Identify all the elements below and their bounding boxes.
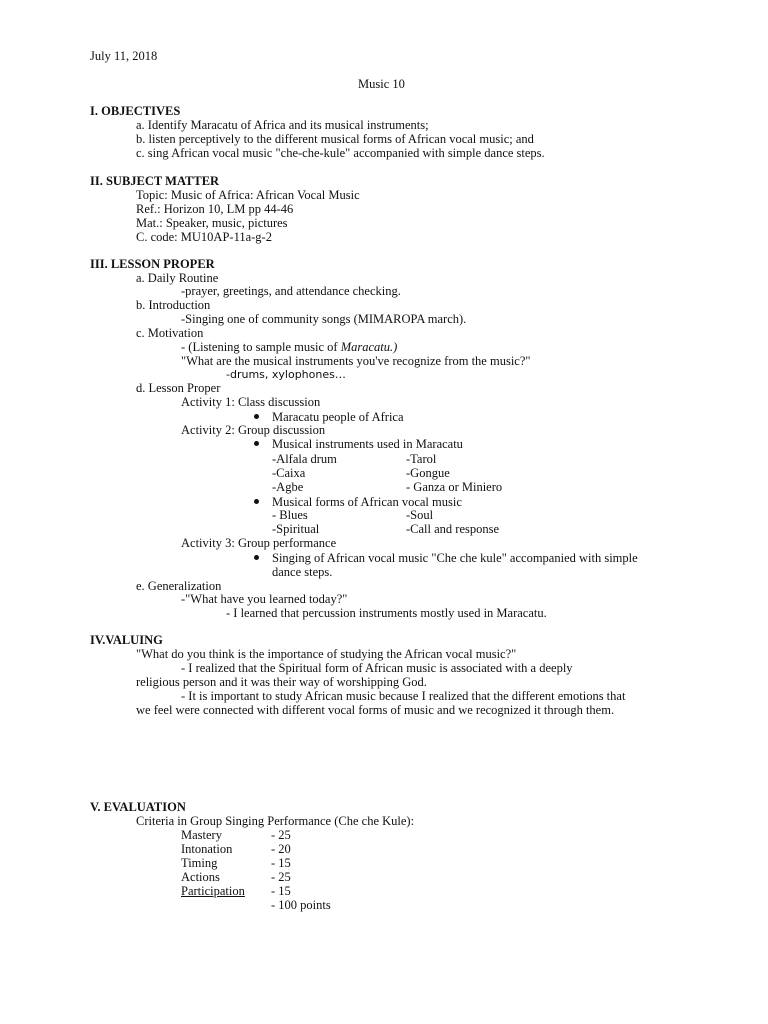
criteria-name: Intonation <box>181 842 233 856</box>
valuing-answer-2-continued: we feel were connected with different vocal forms of music and we recognized it through them. <box>136 703 615 717</box>
criteria-name: Timing <box>181 856 218 870</box>
criteria-name: Participation <box>181 884 245 898</box>
criteria-points: - 20 <box>271 842 291 856</box>
activity-3-bullet: Singing of African vocal music "Che che kule" accompanied with simple <box>272 551 638 565</box>
introduction-detail: -Singing one of community songs (MIMAROPA march). <box>181 312 467 326</box>
valuing-heading: IV.VALUING <box>90 633 163 647</box>
bullet-icon <box>254 555 259 560</box>
activity-3-label: Activity 3: Group performance <box>181 536 337 550</box>
objectives-heading: I. OBJECTIVES <box>90 104 181 118</box>
form-item: -Soul <box>406 508 434 522</box>
instrument-item: -Tarol <box>406 452 437 466</box>
objective-item: c. sing African vocal music "che-che-kule" accompanied with simple dance steps. <box>136 146 545 160</box>
valuing-answer-1-continued: religious person and it was their way of worshipping God. <box>136 675 427 689</box>
subject-reference: Ref.: Horizon 10, LM pp 44-46 <box>136 202 294 216</box>
daily-routine-detail: -prayer, greetings, and attendance checking. <box>181 284 401 298</box>
criteria-participation-row <box>181 884 309 898</box>
motivation-detail <box>181 340 397 354</box>
daily-routine-label: a. Daily Routine <box>136 271 219 285</box>
criteria-points: - 15 <box>271 884 291 898</box>
instrument-item: -Alfala drum <box>272 452 337 466</box>
generalization-answer: - I learned that percussion instruments mostly used in Maracatu. <box>226 606 547 620</box>
instrument-item: - Ganza or Miniero <box>406 480 503 494</box>
subject-code: C. code: MU10AP-11a-g-2 <box>136 230 272 244</box>
subject-materials: Mat.: Speaker, music, pictures <box>136 216 288 230</box>
lesson-label: d. Lesson Proper <box>136 381 221 395</box>
introduction-label: b. Introduction <box>136 298 211 312</box>
criteria-name: Actions <box>181 870 220 884</box>
instrument-item: -Agbe <box>272 480 304 494</box>
activity-1-bullet: Maracatu people of Africa <box>272 410 404 424</box>
form-item: - Blues <box>272 508 308 522</box>
document-title: Music 10 <box>358 77 405 91</box>
maracatu-italic: Maracatu.) <box>340 340 398 354</box>
objective-item: b. listen perceptively to the different musical forms of African vocal music; and <box>136 132 534 146</box>
criteria-points: - 25 <box>271 828 291 842</box>
document-date: July 11, 2018 <box>90 49 158 63</box>
subject-matter-heading: II. SUBJECT MATTER <box>90 174 220 188</box>
instrument-item: -Gongue <box>406 466 450 480</box>
activity-2-label: Activity 2: Group discussion <box>181 423 326 437</box>
criteria-title: Criteria in Group Singing Performance (Che che Kule): <box>136 814 415 828</box>
valuing-question: "What do you think is the importance of studying the African vocal music?" <box>136 647 517 661</box>
lesson-proper-heading: III. LESSON PROPER <box>90 257 215 271</box>
bullet-icon <box>254 441 259 446</box>
valuing-answer-1: - I realized that the Spiritual form of African music is associated with a deeply <box>181 661 573 675</box>
criteria-total: - 100 points <box>271 898 331 912</box>
bullet-icon <box>254 414 259 419</box>
activity-3-bullet-continued: dance steps. <box>272 565 333 579</box>
criteria-name: Mastery <box>181 828 222 842</box>
evaluation-heading: V. EVALUATION <box>90 800 186 814</box>
form-item: -Call and response <box>406 522 500 536</box>
valuing-answer-2: - It is important to study African music because I realized that the different emotions that <box>181 689 626 703</box>
objective-item: a. Identify Maracatu of Africa and its musical instruments; <box>136 118 429 132</box>
forms-bullet: Musical forms of African vocal music <box>272 495 462 509</box>
instruments-bullet: Musical instruments used in Maracatu <box>272 437 463 451</box>
criteria-points: - 15 <box>271 856 291 870</box>
subject-topic: Topic: Music of Africa: African Vocal Music <box>136 188 360 202</box>
motivation-answer: -drums, xylophones… <box>226 368 346 381</box>
form-item: -Spiritual <box>272 522 320 536</box>
motivation-detail-text: - (Listening to sample music of <box>181 340 341 354</box>
criteria-points: - 25 <box>271 870 291 884</box>
instrument-item: -Caixa <box>272 466 306 480</box>
activity-1-label: Activity 1: Class discussion <box>181 395 321 409</box>
bullet-icon <box>254 499 259 504</box>
generalization-question: -"What have you learned today?" <box>181 592 348 606</box>
generalization-label: e. Generalization <box>136 579 222 593</box>
motivation-question: "What are the musical instruments you've recognize from the music?" <box>181 354 531 368</box>
motivation-label: c. Motivation <box>136 326 204 340</box>
